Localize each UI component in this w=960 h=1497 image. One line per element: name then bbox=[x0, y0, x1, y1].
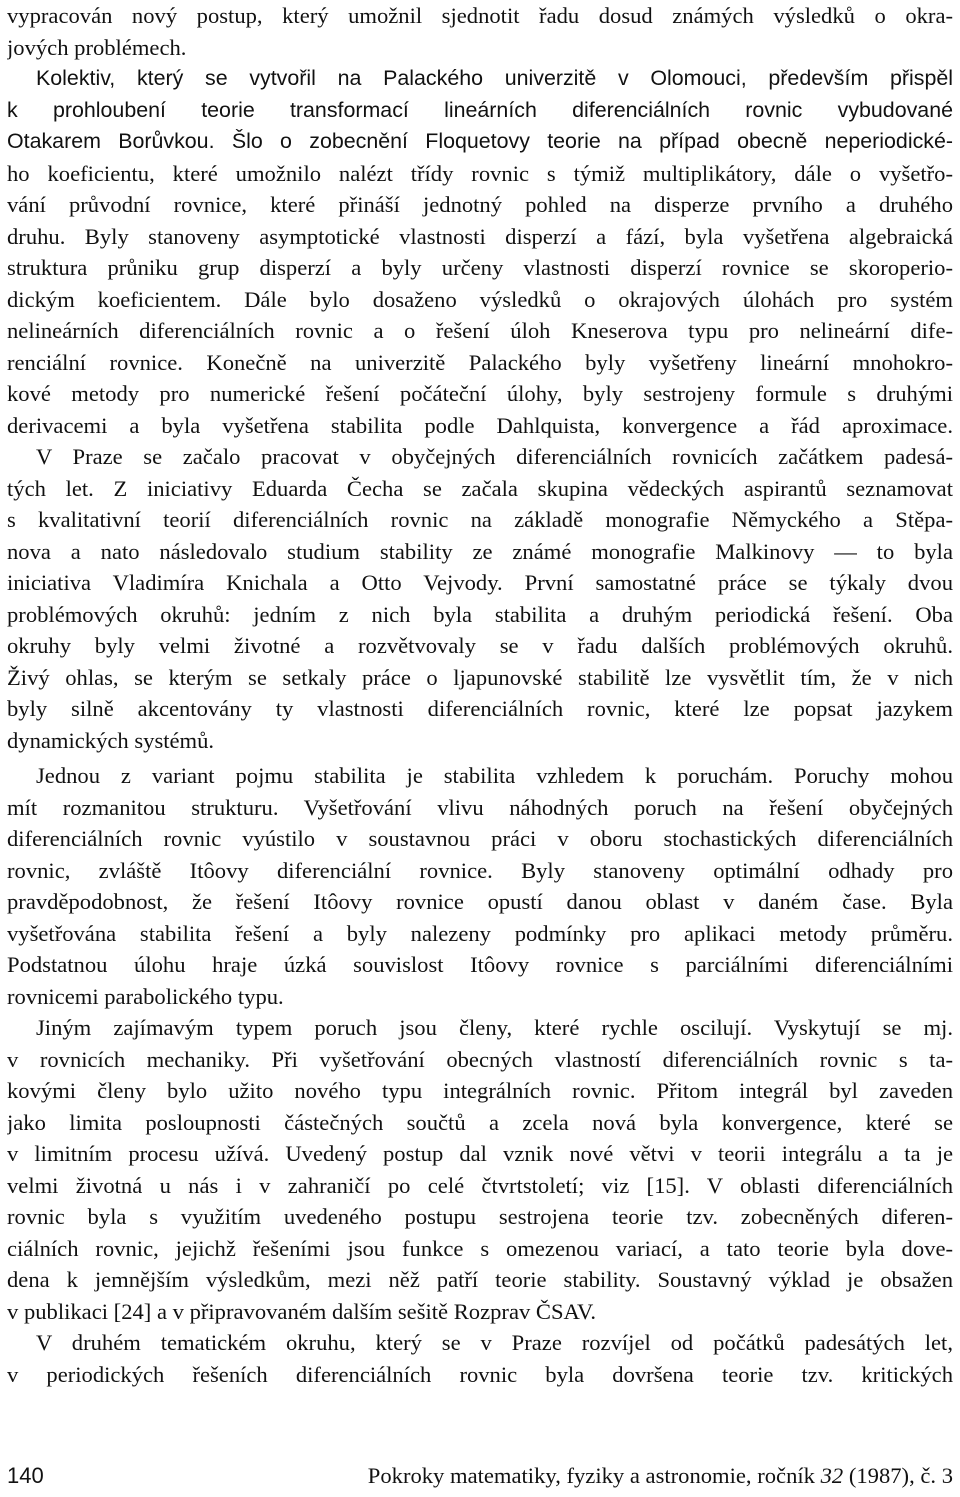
text-line: v rovnicích mechaniky. Při vyšetřování obecných vlastností diferenciálních rovnic s ta- bbox=[7, 1046, 953, 1072]
text-line: rovnic, zvláště Itôovy diferenciální rovnice. Byly stanoveny optimální odhady pro bbox=[7, 857, 953, 883]
text-line: jako limita posloupnosti částečných součtů a zcela nová byla konvergence, které se bbox=[7, 1109, 953, 1135]
text-line: Jiným zajímavým typem poruch jsou členy, které rychle oscilují. Vyskytují se mj. bbox=[36, 1015, 953, 1040]
journal-citation bbox=[368, 1461, 953, 1491]
text-line: druhu. Byly stanoveny asymptotické vlastnosti disperzí a fází, byla vyšetřena algebraická bbox=[7, 223, 953, 249]
text-line: vyšetřována stabilita řešení a byly nalezeny podmínky pro aplikaci metody průměru. bbox=[7, 920, 953, 946]
volume-number: 32 bbox=[820, 1463, 844, 1488]
text-line: Podstatnou úlohu hraje úzká souvislost Itôovy rovnice s parciálními diferenciálními bbox=[7, 952, 953, 977]
text-line: renciální rovnice. Konečně na univerzitě Palackého byly vyšetřeny lineární mnohokro- bbox=[7, 349, 953, 375]
text-line: ciálních rovnic, jejichž řešeními jsou funkce s omezenou variací, a tato teorie byla dove- bbox=[7, 1235, 953, 1261]
text-line: Otakarem Borůvkou. Šlo o zobecnění Floquetovy teorie na případ obecně neperiodické- bbox=[7, 129, 953, 153]
journal-name: Pokroky matematiky, fyziky a astronomie, ročník bbox=[367, 1463, 821, 1488]
text-line: kové metody pro numerické řešení počáteční úlohy, byly sestrojeny formule s druhými bbox=[7, 381, 953, 406]
text-line: pravděpodobnost, že řešení Itôovy rovnice opustí danou oblast v daném čase. Byla bbox=[7, 889, 953, 914]
text-line: V druhém tematickém okruhu, který se v Praze rozvíjel od počátků padesátých let, bbox=[36, 1330, 953, 1355]
text-line: k prohloubení teorie transformací lineárních diferenciálních rovnic vybudované bbox=[7, 97, 953, 122]
page-number: 140 bbox=[7, 1463, 44, 1488]
text-line: rovnic byla s využitím uvedeného postupu sestrojena teorie tzv. zobecněných diferen- bbox=[7, 1204, 953, 1229]
text-line: nelineárních diferenciálních rovnic a o řešení úloh Kneserova typu pro nelineární dife- bbox=[7, 318, 953, 343]
text-line: jových problémech. bbox=[7, 34, 187, 60]
text-line: vypracován nový postup, který umožnil sjednotit řadu dosud známých výsledků o okra- bbox=[7, 3, 953, 28]
text-line: vání průvodní rovnice, které přináší jednotný pohled na disperze prvního a druhého bbox=[7, 192, 953, 217]
page-footer bbox=[7, 1461, 953, 1491]
text-line: ho koeficientu, které umožnilo nalézt třídy rovnic s týmiž multiplikátory, dále o vyšetřo- bbox=[7, 160, 953, 186]
text-line: dynamických systémů. bbox=[7, 727, 215, 753]
text-line: byly silně akcentovány ty vlastnosti diferenciálních rovnic, které lze popsat jazykem bbox=[7, 696, 953, 721]
text-line: problémových okruhů: jedním z nich byla stabilita a druhým periodická řešení. Oba bbox=[7, 601, 953, 627]
text-line: nova a nato následovalo studium stability ze známé monografie Malkinovy — to byla bbox=[7, 538, 953, 564]
text-line: iniciativa Vladimíra Knichala a Otto Vejvody. První samostatné práce se týkaly dvou bbox=[7, 570, 953, 595]
text-line: Jednou z variant pojmu stabilita je stabilita vzhledem k poruchám. Poruchy mohou bbox=[36, 763, 953, 788]
text-line: rovnicemi parabolického typu. bbox=[7, 983, 284, 1009]
text-line: tých let. Z iniciativy Eduarda Čecha se začala skupina vědeckých aspirantů seznamovat bbox=[7, 475, 953, 501]
text-line: Kolektiv, který se vytvořil na Palackého univerzitě v Olomouci, především přispěl bbox=[36, 66, 953, 90]
text-line: velmi životná u nás i v zahraničí po celé čtvrtstoletí; viz [15]. V oblasti diferenciálních bbox=[7, 1172, 953, 1198]
text-line: struktura průniku grup disperzí a byly určeny vlastnosti disperzí rovnice se skoroperio- bbox=[7, 255, 953, 280]
text-line: v periodických řešeních diferenciálních rovnic byla dovršena teorie tzv. kritických bbox=[7, 1361, 953, 1387]
article-body bbox=[7, 0, 953, 1390]
text-line: okruhy byly velmi životné a rozvětvovaly se v řadu dalších problémových okruhů. bbox=[7, 633, 953, 658]
year-issue: (1987), č. 3 bbox=[843, 1463, 953, 1488]
text-line: dena k jemnějším výsledkům, mezi něž patří teorie stability. Soustavný výklad je obsažen bbox=[7, 1267, 953, 1292]
text-line: v limitním procesu užívá. Uvedený postup dal vznik nové větvi v teorii integrálu a ta je bbox=[7, 1141, 953, 1166]
text-line: Živý ohlas, se kterým se setkaly práce o ljapunovské stabilitě lze vysvětlit tím, že v nich bbox=[7, 664, 953, 690]
text-line: V Praze se začalo pracovat v obyčejných diferenciálních rovnicích začátkem padesá- bbox=[36, 444, 953, 469]
text-line: kovými členy bylo užito nového typu integrálních rovnic. Přitom integrál byl zaveden bbox=[7, 1078, 953, 1103]
text-line: v publikaci [24] a v připravovaném dalším sešitě Rozprav ČSAV. bbox=[7, 1298, 597, 1324]
text-line: diferenciálních rovnic vyústilo v soustavnou práci v oboru stochastických diferenciálních bbox=[7, 826, 953, 851]
text-line: s kvalitativní teorií diferenciálních rovnic na základě monografie Němyckého a Stěpa- bbox=[7, 507, 953, 532]
text-line: mít rozmanitou strukturu. Vyšetřování vlivu náhodných poruch na řešení obyčejných bbox=[7, 794, 953, 820]
text-line: dickým koeficientem. Dále bylo dosaženo výsledků o okrajových úlohách pro systém bbox=[7, 286, 953, 312]
text-line: derivacemi a byla vyšetřena stabilita podle Dahlquista, konvergence a řád aproximace. bbox=[7, 412, 953, 438]
